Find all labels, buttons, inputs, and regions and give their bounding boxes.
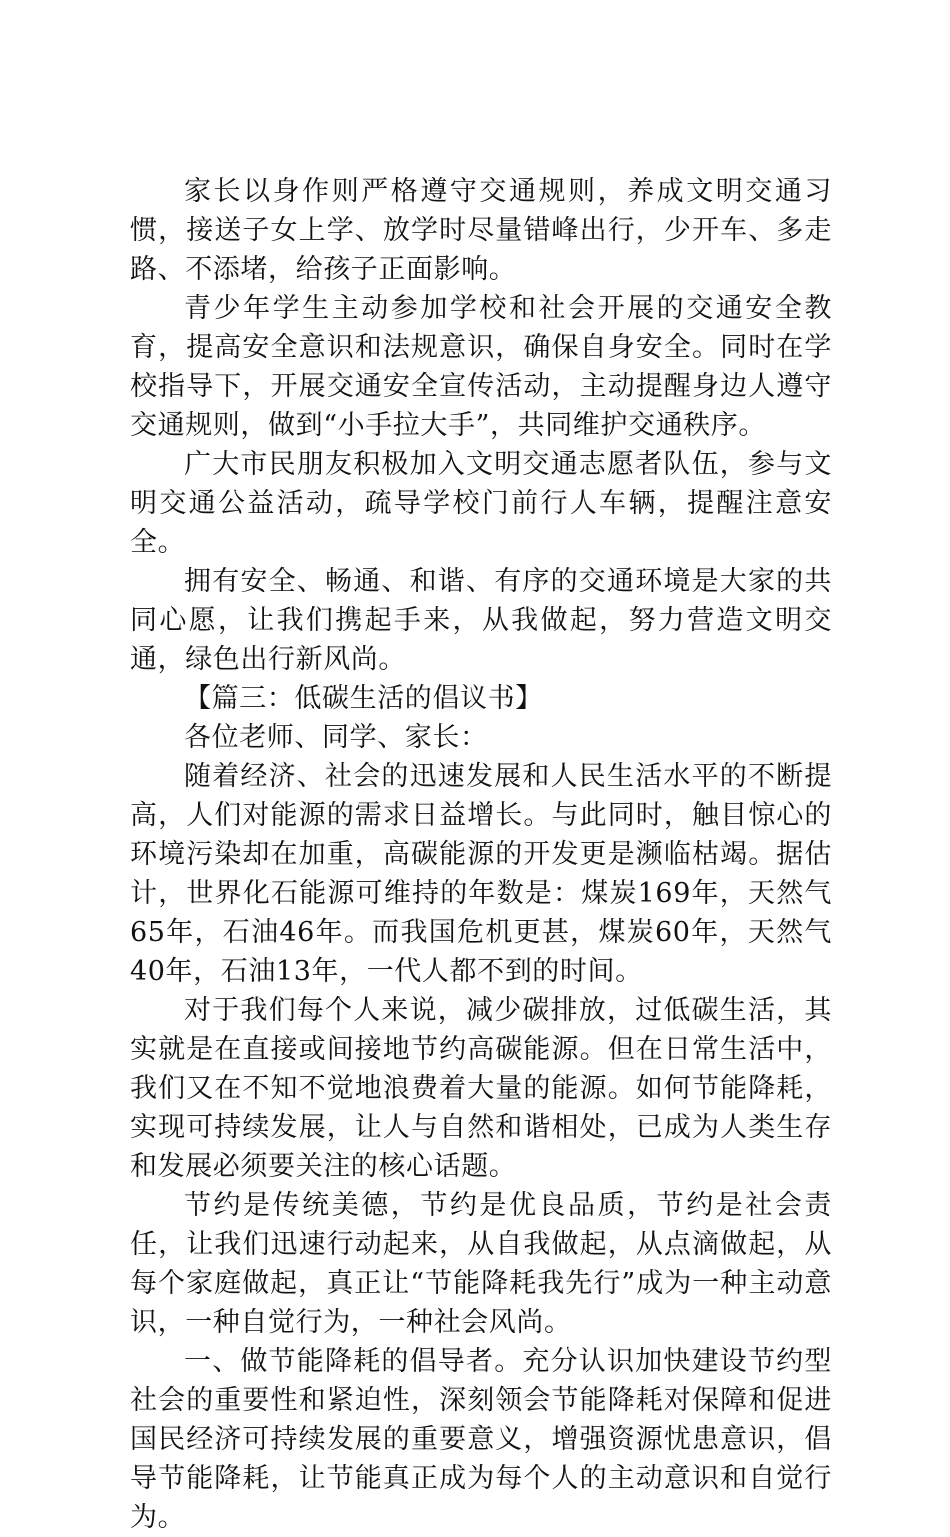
paragraph-low-carbon: 对于我们每个人来说，减少碳排放，过低碳生活，其实就是在直接或间接地节约高碳能源。但在日常生活中，我们又在不知不觉地浪费着大量的能源。如何节能降耗，实现可持续发展，让人与自然和谐相处，已成为人类生存和发展必须要关注的核心话题。: [130, 995, 832, 1182]
paragraph-citizens: 广大市民朋友积极加入文明交通志愿者队伍，参与文明交通公益活动，疏导学校门前行人车辆，提醒注意安全。: [130, 449, 832, 558]
paragraph-advocate: 一、做节能降耗的倡导者。充分认识加快建设节约型社会的重要性和紧迫性，深刻领会节能降耗对保障和促进国民经济可持续发展的重要意义，增强资源忧患意识，倡导节能降耗，让节能真正成为每个人的主动意识和自觉行为。: [130, 1346, 832, 1533]
paragraph-students: 青少年学生主动参加学校和社会开展的交通安全教育，提高安全意识和法规意识，确保自身安全。同时在学校指导下，开展交通安全宣传活动，主动提醒身边人遵守交通规则，做到“小手拉大手”，共同维护交通秩序。: [130, 293, 832, 441]
paragraph-closing: 拥有安全、畅通、和谐、有序的交通环境是大家的共同心愿，让我们携起手来，从我做起，努力营造文明交通，绿色出行新风尚。: [130, 566, 832, 675]
salutation: 各位老师、同学、家长：: [184, 722, 488, 753]
document-body: [130, 172, 832, 1537]
paragraph-saving-virtue: 节约是传统美德，节约是优良品质，节约是社会责任，让我们迅速行动起来，从自我做起，从点滴做起，从每个家庭做起，真正让“节能降耗我先行”成为一种主动意识，一种自觉行为，一种社会风尚。: [130, 1190, 832, 1338]
paragraph-energy-demand: 随着经济、社会的迅速发展和人民生活水平的不断提高，人们对能源的需求日益增长。与此同时，触目惊心的环境污染却在加重，高碳能源的开发更是濒临枯竭。据估计，世界化石能源可维持的年数是：煤炭169年，天然气65年，石油46年。而我国危机更甚，煤炭60年，天然气40年，石油13年，一代人都不到的时间。: [130, 761, 832, 987]
paragraph-parents: 家长以身作则严格遵守交通规则，养成文明交通习惯，接送子女上学、放学时尽量错峰出行，少开车、多走路、不添堵，给孩子正面影响。: [130, 176, 832, 285]
section-heading: 【篇三：低碳生活的倡议书】: [184, 683, 543, 714]
